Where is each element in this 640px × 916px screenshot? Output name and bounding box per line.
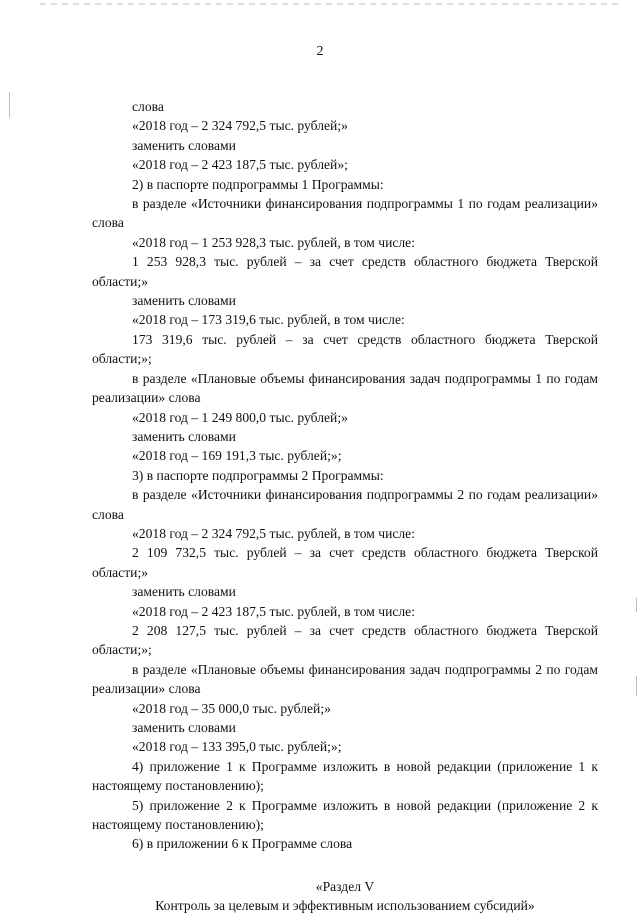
document-paragraph: 5) приложение 2 к Программе изложить в новой редакции (приложение 2 к настоящему постановлению); [92,797,598,833]
document-paragraph: «2018 год – 1 253 928,3 тыс. рублей, в том числе: [132,234,415,250]
document-paragraph: заменить словами [132,720,236,735]
document-paragraph: заменить словами [132,428,236,444]
document-paragraph: «2018 год – 169 191,3 тыс. рублей;»; [132,448,342,464]
document-paragraph: 6) в приложении 6 к Программе слова [132,836,353,852]
paragraph-list [92,97,598,854]
document-paragraph: «2018 год – 173 319,6 тыс. рублей, в том числе: [132,312,405,328]
document-paragraph: 2 208 127,5 тыс. рублей – за счет средств областного бюджета Тверской области;»; [92,622,598,658]
document-paragraph: в разделе «Плановые объемы финансирования задач подпрограммы 1 по годам реализации» слова [92,370,598,406]
document-paragraph: «2018 год – 2 324 792,5 тыс. рублей, в том числе: [132,525,415,541]
document-paragraph: «2018 год – 133 395,0 тыс. рублей;»; [132,739,342,755]
document-paragraph: 3) в паспорте подпрограммы 2 Программы: [132,467,384,483]
document-paragraph: «2018 год – 2 423 187,5 тыс. рублей, в том числе: [132,603,415,619]
document-paragraph: в разделе «Плановые объемы финансирования задач подпрограммы 2 по годам реализации» слова [92,661,598,697]
document-paragraph: заменить словами [132,584,236,600]
document-body [92,97,598,916]
page-number: 2 [316,44,324,59]
document-paragraph: «2018 год – 35 000,0 тыс. рублей;» [132,700,331,716]
document-paragraph: в разделе «Источники финансирования подпрограммы 1 по годам реализации» слова [92,196,598,231]
scan-artifact-right-edge [636,598,637,612]
document-paragraph: «2018 год – 2 324 792,5 тыс. рублей;» [132,118,348,134]
section-spacer [92,854,598,877]
scan-artifact-left-edge [9,92,10,118]
document-paragraph: 4) приложение 1 к Программе изложить в новой редакции (приложение 1 к настоящему постановлению); [92,758,598,794]
document-paragraph: 2) в паспорте подпрограммы 1 Программы: [132,176,384,192]
scan-artifact-top [40,3,620,5]
section-heading: «Раздел V [315,878,375,894]
document-paragraph: 2 109 732,5 тыс. рублей – за счет средств областного бюджета Тверской области;» [92,545,598,580]
document-paragraph: 173 319,6 тыс. рублей – за счет средств областного бюджета Тверской области;»; [92,331,598,367]
document-paragraph: в разделе «Источники финансирования подпрограммы 2 по годам реализации» слова [92,487,598,522]
scan-artifact-right-edge [636,676,637,696]
document-paragraph: слова [132,99,164,114]
document-paragraph: заменить словами [132,293,236,309]
document-paragraph: «2018 год – 1 249 800,0 тыс. рублей;» [132,409,348,425]
document-paragraph: заменить словами [132,137,236,153]
document-paragraph: 1 253 928,3 тыс. рублей – за счет средств областного бюджета Тверской области;» [92,254,598,289]
section-subheading: Контроль за целевым и эффективным использованием субсидий» [155,898,535,914]
document-paragraph: «2018 год – 2 423 187,5 тыс. рублей»; [132,157,348,173]
